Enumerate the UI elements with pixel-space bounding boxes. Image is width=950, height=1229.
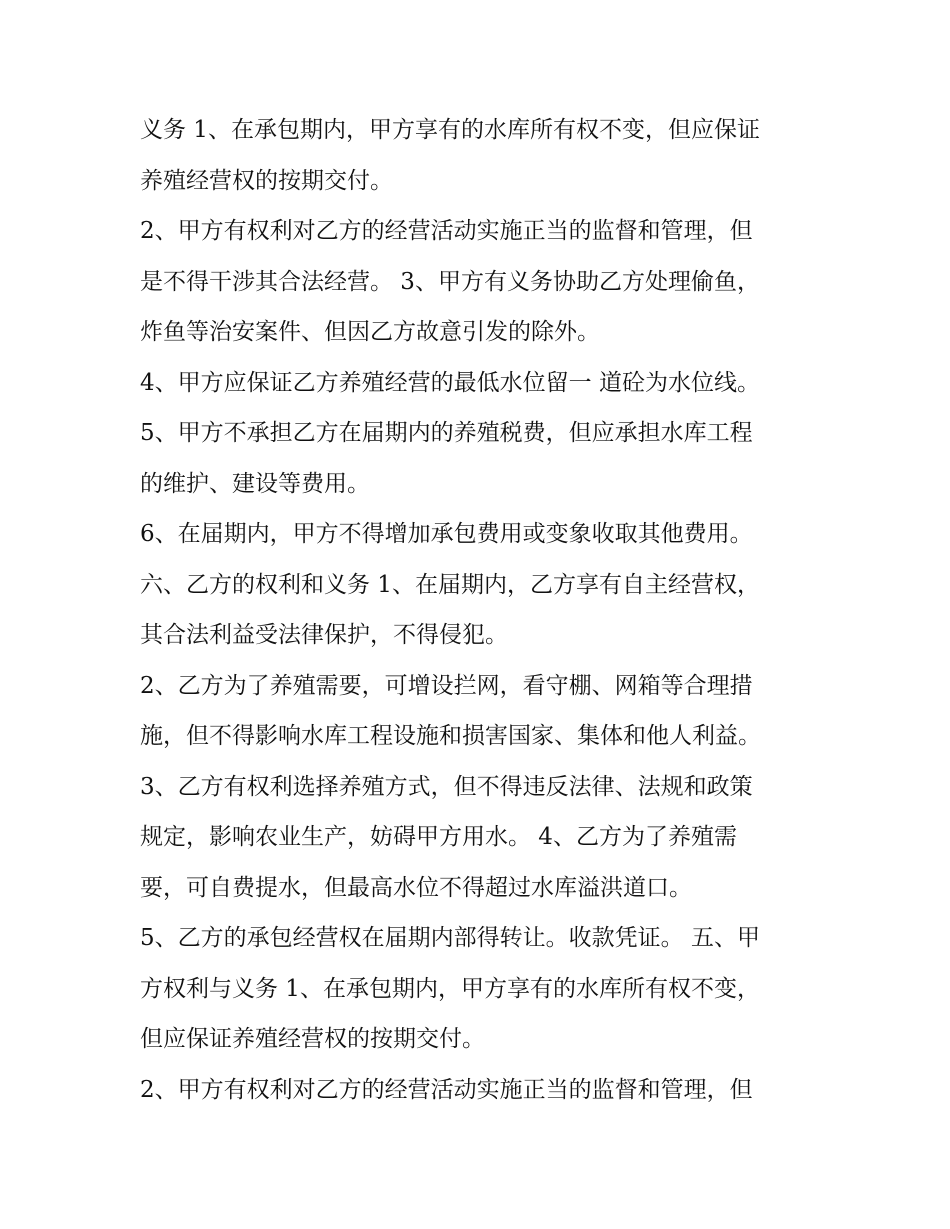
text-line: 5、乙方的承包经营权在届期内部得转让。收款凭证。 五、甲 xyxy=(140,925,760,951)
text-line: 规定，影响农业生产，妨碍甲方用水。 4、乙方为了养殖需 xyxy=(140,824,737,850)
text-line: 2、乙方为了养殖需要，可增设拦网，看守棚、网箱等合理措 xyxy=(140,672,753,699)
text-line: 其合法利益受法律保护，不得侵犯。 xyxy=(140,622,508,648)
text-line: 6、在届期内，甲方不得增加承包费用或变象收取其他费用。 xyxy=(140,521,753,547)
text-line: 3、乙方有权利选择养殖方式，但不得违反法律、法规和政策 xyxy=(140,773,753,800)
text-line: 5、甲方不承担乙方在届期内的养殖税费，但应承担水库工程 xyxy=(140,420,753,446)
text-line: 炸鱼等治安案件、但因乙方故意引发的除外。 xyxy=(140,319,600,345)
text-line: 但应保证养殖经营权的按期交付。 xyxy=(140,1026,485,1052)
text-line: 4、甲方应保证乙方养殖经营的最低水位留一 道砼为水位线。 xyxy=(140,369,760,396)
text-line: 六、乙方的权利和义务 1、在届期内，乙方享有自主经营权， xyxy=(140,571,760,598)
text-line: 的维护、建设等费用。 xyxy=(140,470,370,497)
text-line: 2、甲方有权利对乙方的经营活动实施正当的监督和管理，但 xyxy=(140,218,753,244)
text-line: 2、甲方有权利对乙方的经营活动实施正当的监督和管理，但 xyxy=(140,1076,753,1103)
text-line: 要，可自费提水，但最高水位不得超过水库溢洪道口。 xyxy=(140,874,692,901)
document-page xyxy=(140,111,820,1121)
text-line: 是不得干涉其合法经营。 3、甲方有义务协助乙方处理偷鱼， xyxy=(140,268,760,295)
text-line: 方权利与义务 1、在承包期内，甲方享有的水库所有权不变， xyxy=(140,975,760,1002)
text-line: 义务 1、在承包期内，甲方享有的水库所有权不变，但应保证 xyxy=(140,117,760,143)
text-line: 养殖经营权的按期交付。 xyxy=(140,167,393,194)
text-line: 施，但不得影响水库工程设施和损害国家、集体和他人利益。 xyxy=(140,723,761,749)
